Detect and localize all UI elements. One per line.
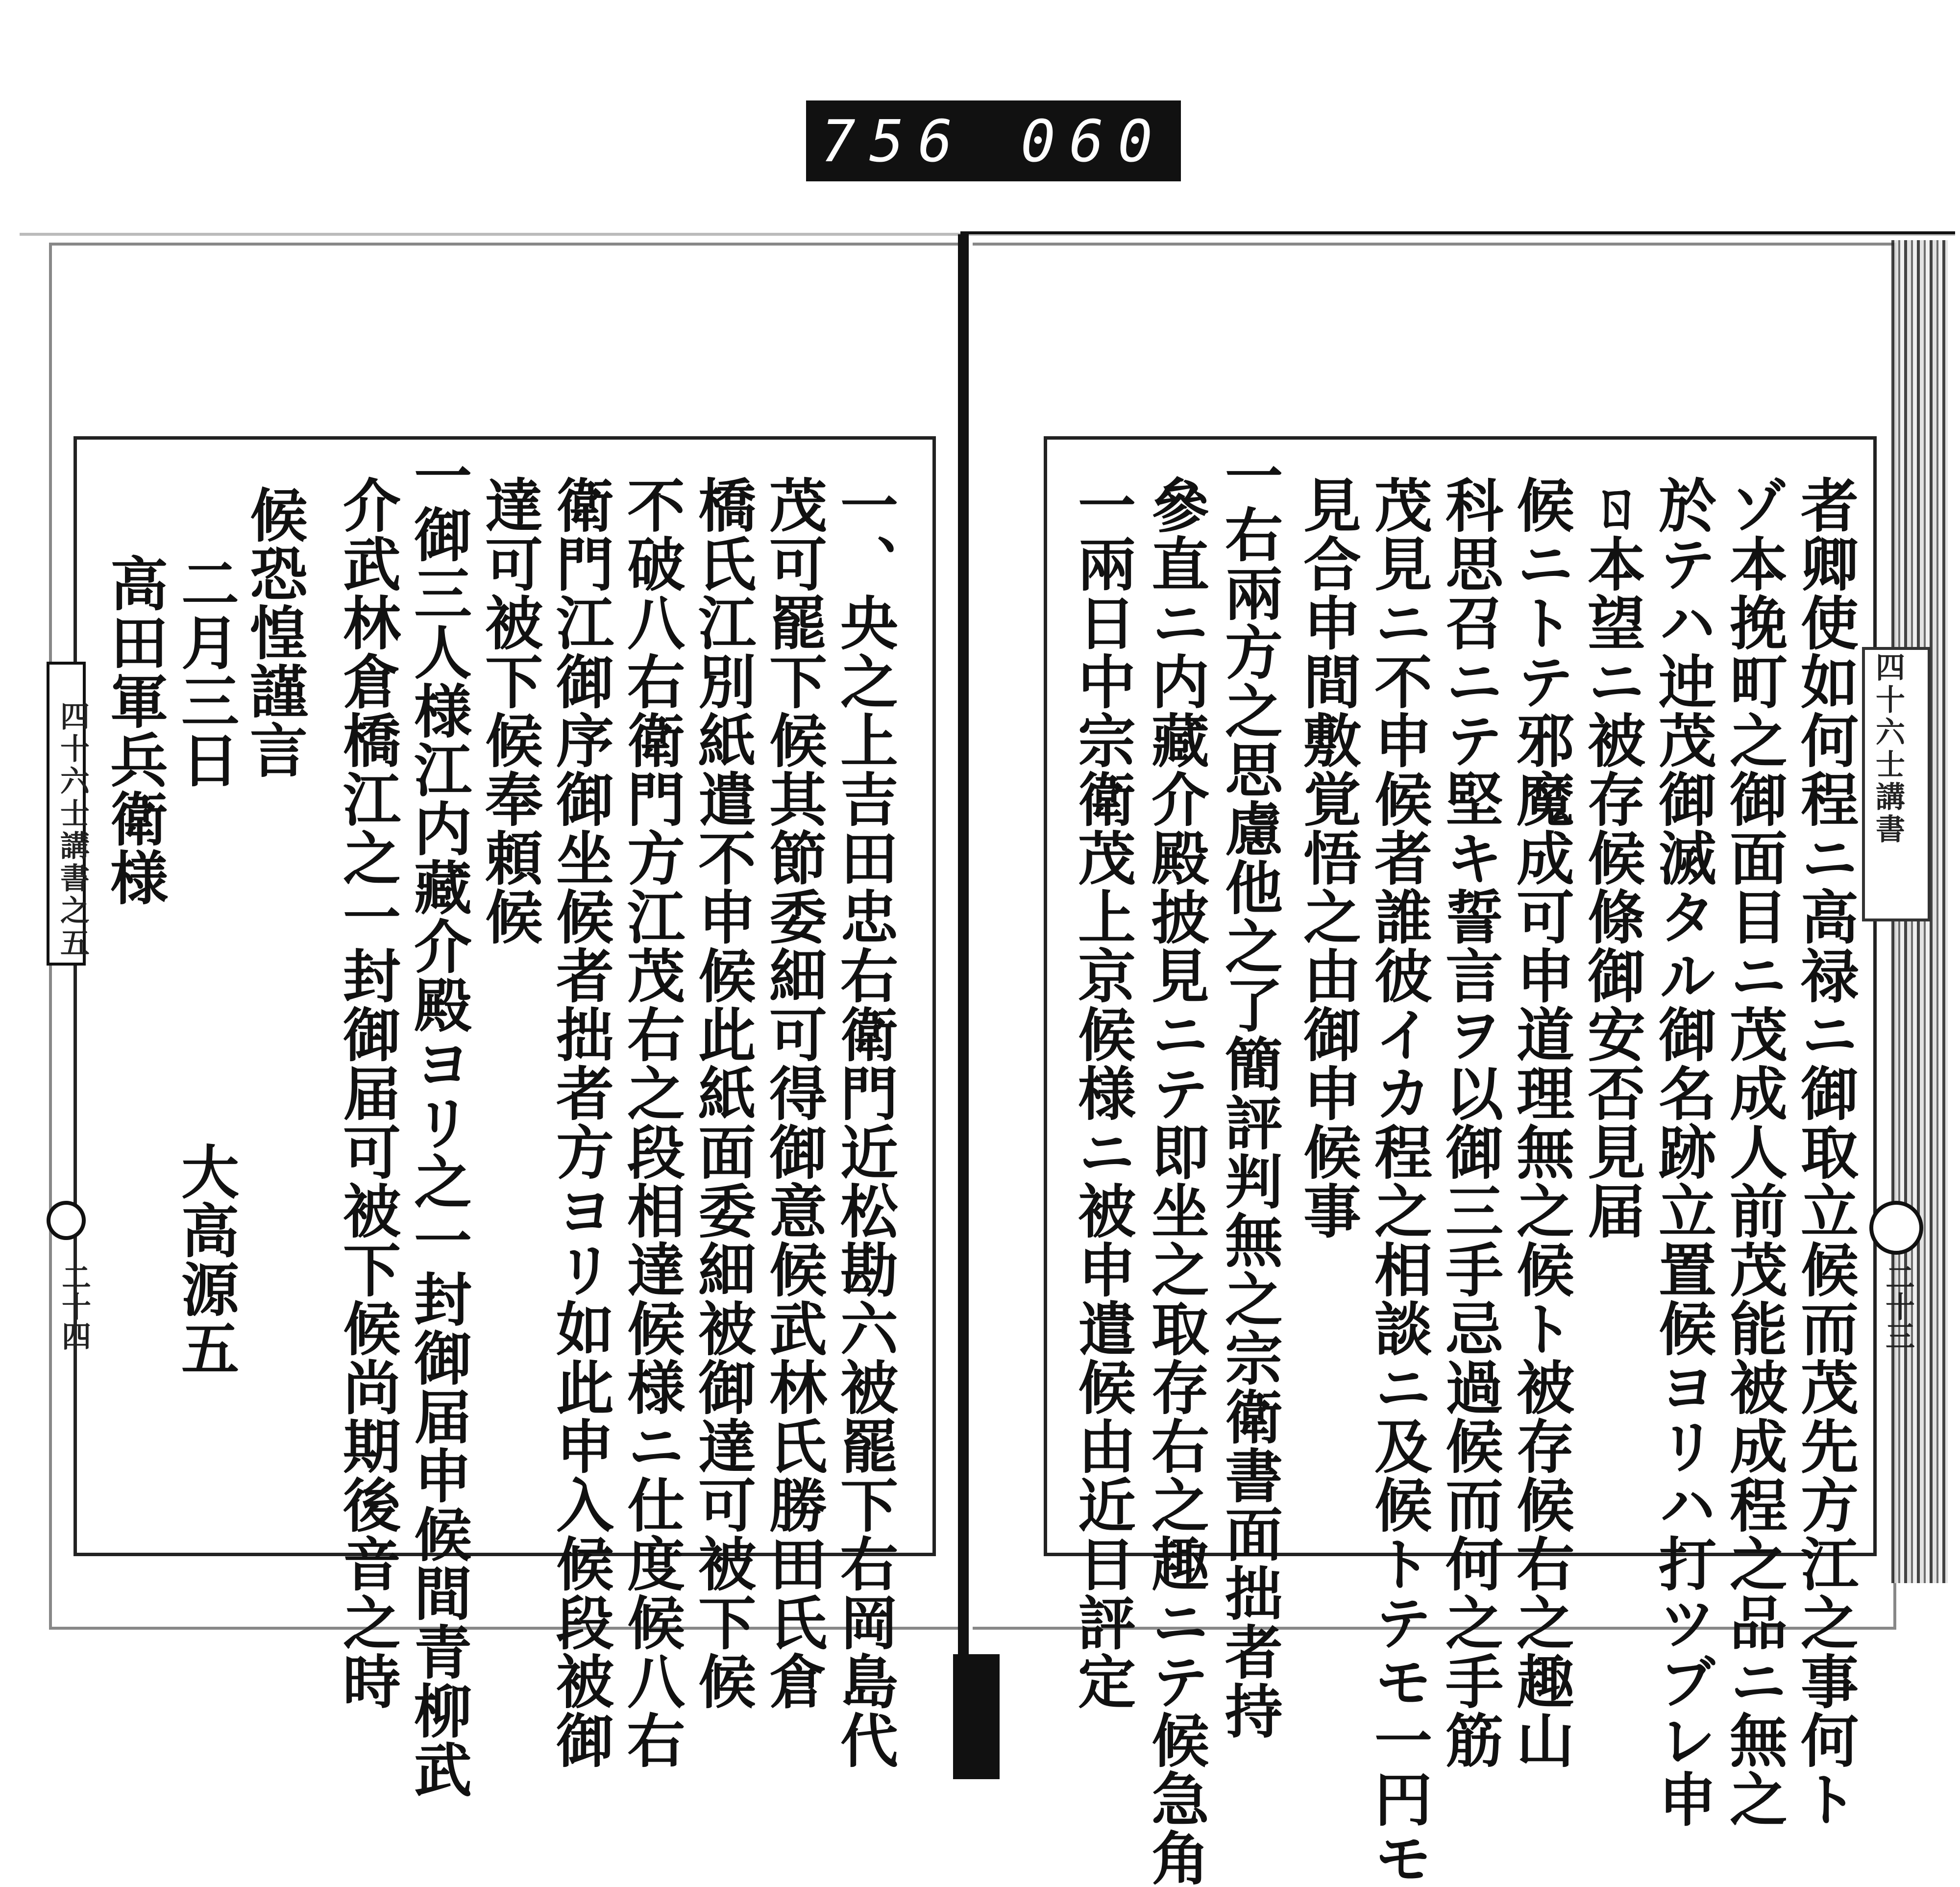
left-column-5: 衛門江御序御坐候者拙者方ヨリ如此申入候段被御 (546, 475, 614, 1769)
left-column-3: 橋氏江別紙遣不申候此紙面委細被御達可被下候 (688, 475, 757, 1711)
right-fold-circle-icon (1869, 1201, 1923, 1255)
right-column-8: 見合申間敷覚悟之由御申候事 (1294, 475, 1362, 1240)
right-column-3: 於テハ迚茂御滅タル御名跡立置候ヨリハ打ツブレ申 (1649, 475, 1717, 1828)
left-column-2: 茂可罷下候其節委細可得御意候武林氏勝田氏倉 (760, 475, 828, 1711)
left-column-10: 二月三日 (172, 554, 240, 789)
right-fold-title: 四十六士講書 (1871, 652, 1905, 846)
right-column-4: ㄖ本望ニ被存候條御安否見届 (1578, 475, 1646, 1240)
left-column-1: 一、央之上吉田忠右衛門近松勘六被罷下右岡島代 (831, 475, 899, 1769)
right-column-2: ゾ本挽町之御面目ニ茂成人前茂能被成程之品ニ無之 (1720, 475, 1788, 1828)
right-column-1: 者卿使如何程ニ高禄ニ御取立候而茂先方江之事何ト (1791, 475, 1859, 1828)
left-column-7: 一御三人様江内藏介殿ヨリ之一封御届申候間青柳武 (404, 446, 472, 1799)
right-column-11: 一兩日中宗衛茂上京候様ニ被申遣候由近日評定 (1068, 475, 1136, 1711)
right-column-6: 科思召ニテ堅キ誓言ヲ以御三手忌過候而何之手筋 (1436, 475, 1504, 1769)
left-fold-title: 四十六士講書之五 (55, 701, 90, 960)
right-column-5: 候ニトテ邪魔成可申道理無之候ト被存候右之趣山 (1507, 475, 1575, 1769)
right-column-7: 茂見ニ不申候者誰彼イカ程之相談ニ及候トテモ一円モ (1365, 475, 1433, 1887)
book-spine-foot (953, 1654, 1000, 1779)
archive-label-right: 060 (1020, 107, 1166, 175)
left-column-11: 大高源五 (172, 1142, 240, 1377)
left-column-12: 高田軍兵衛様 (100, 554, 169, 907)
archive-label (806, 100, 1181, 181)
left-column-8: 介武林倉橋江之一封御届可被下候尚期後音之時 (333, 475, 401, 1711)
left-column-9: 候恐惶謹言 (240, 485, 308, 779)
page-top-edge-dark (960, 231, 1955, 234)
right-column-10: 參直ニ内藏介殿披見ニテ即坐之取存右之趣ニテ候急角 (1142, 475, 1210, 1887)
left-fold-circle-icon (47, 1201, 86, 1240)
right-fold-number: 二十三 (1881, 1262, 1915, 1350)
book-spine (958, 234, 969, 1656)
left-column-4: 不破八右衛門方江茂右之段相達候様ニ仕度候八右 (617, 475, 686, 1769)
left-column-6: 達可被下候奉頼候 (475, 475, 543, 946)
left-fold-number: 二十四 (57, 1262, 91, 1350)
archive-label-left: 756 (821, 107, 967, 175)
right-column-9: 一右兩方之思慮他之了簡評判無之宗衛書面拙者持 (1215, 446, 1283, 1740)
